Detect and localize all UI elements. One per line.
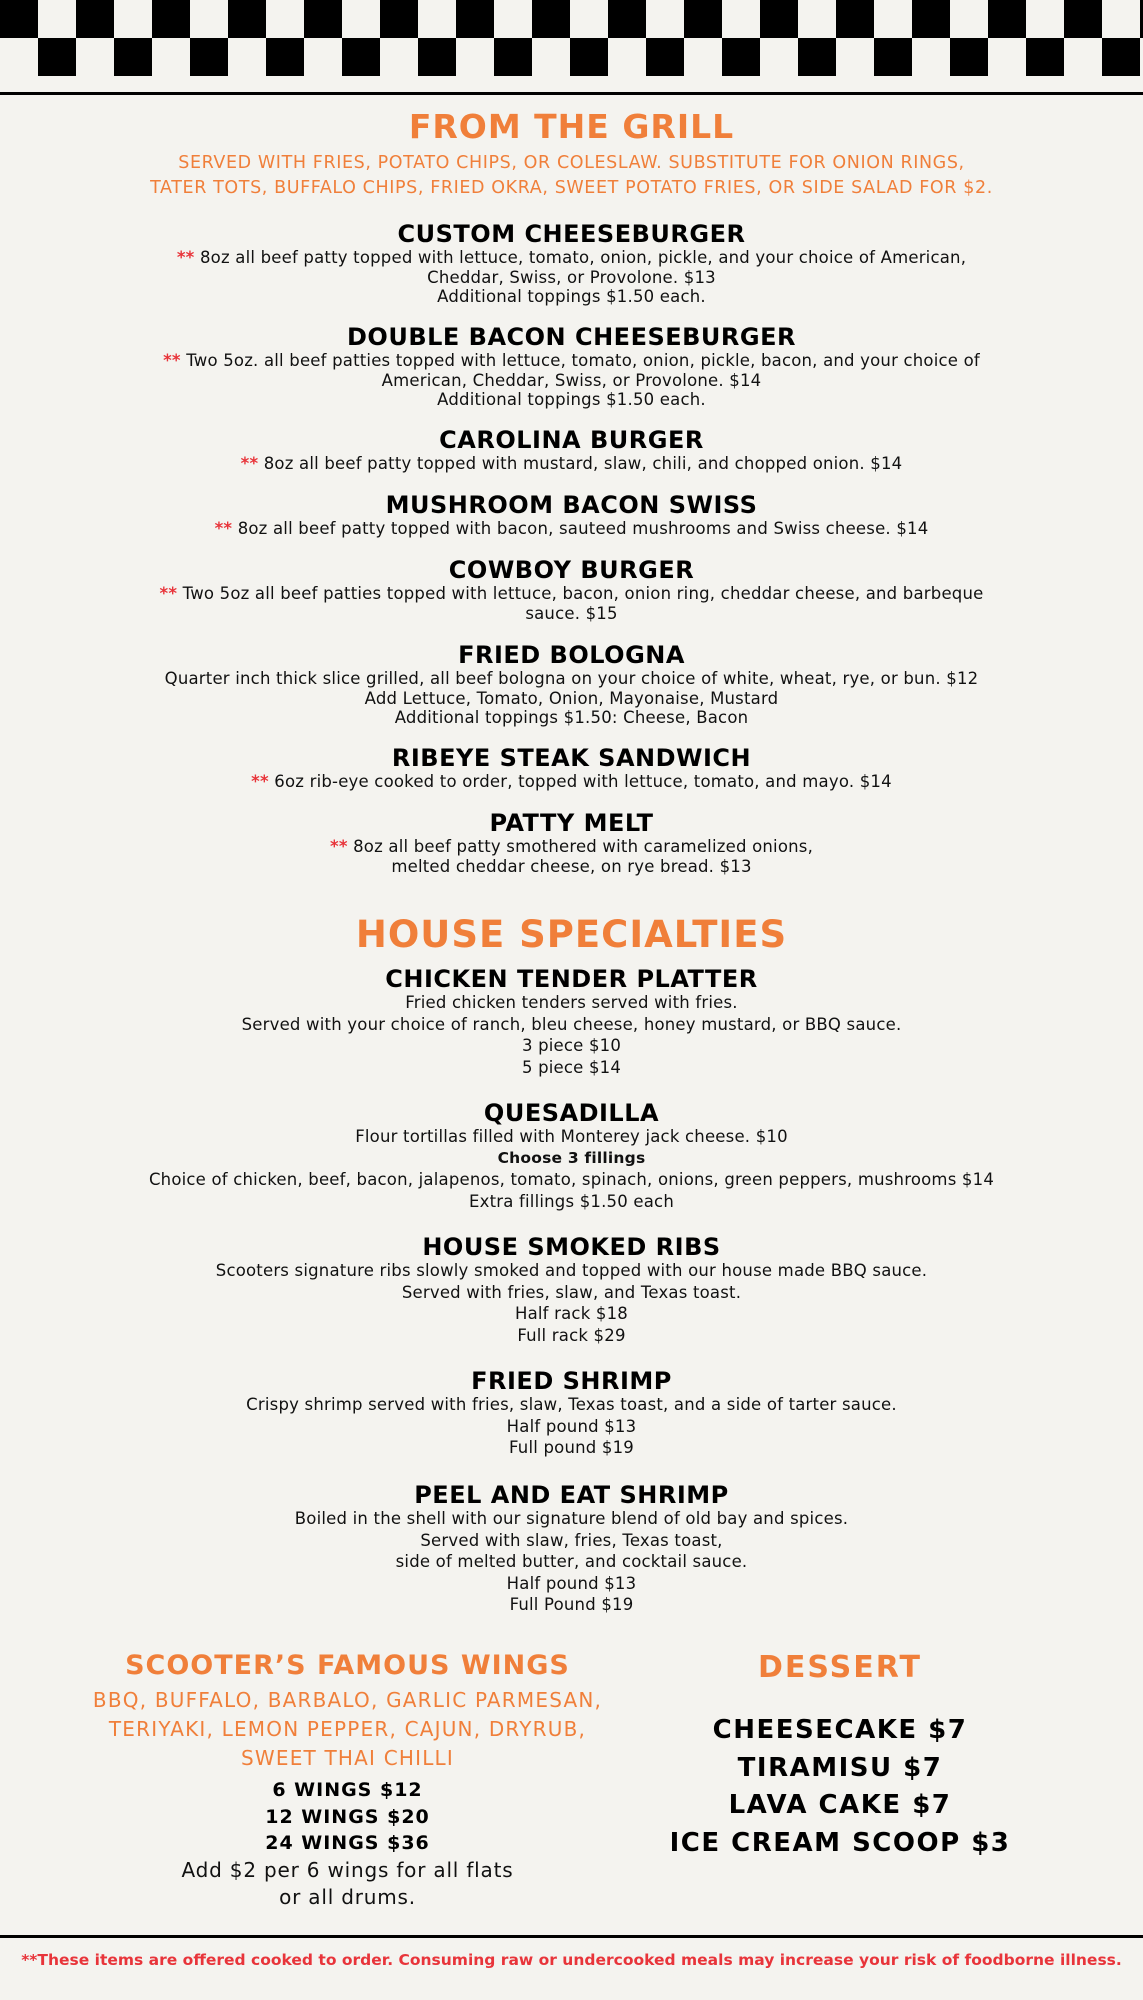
item-price: 3 piece $10 bbox=[521, 1036, 622, 1055]
checkerboard-border bbox=[0, 0, 1143, 76]
item-description: Served with fries, slaw, and Texas toast. bbox=[401, 1282, 742, 1302]
footer-divider bbox=[0, 1935, 1143, 1938]
dessert-section bbox=[640, 1650, 1040, 1862]
wing-price: 6 WINGS $12 bbox=[272, 1779, 423, 1801]
checker-square bbox=[760, 0, 798, 38]
dessert-item: TIRAMISU $7 bbox=[737, 1752, 943, 1783]
checker-square bbox=[836, 0, 874, 38]
checker-square bbox=[722, 0, 760, 38]
checker-square bbox=[380, 38, 418, 76]
checker-square bbox=[266, 0, 304, 38]
checker-square bbox=[494, 0, 532, 38]
cooked-to-order-marker: ** bbox=[163, 351, 181, 370]
item-price: Full pound $19 bbox=[509, 1438, 634, 1457]
checker-square bbox=[152, 0, 190, 38]
item-name: MUSHROOM BACON SWISS bbox=[385, 491, 758, 519]
item-name: FRIED SHRIMP bbox=[471, 1367, 672, 1395]
wings-section bbox=[60, 1650, 635, 1911]
checker-square bbox=[38, 38, 76, 76]
grill-subtitle bbox=[0, 151, 1143, 201]
specialties-section bbox=[0, 913, 1143, 956]
menu-item-quesadilla bbox=[0, 1099, 1143, 1211]
grill-subtitle-line: TATER TOTS, BUFFALO CHIPS, FRIED OKRA, SWEET POTATO FRIES, OR SIDE SALAD FOR $2. bbox=[150, 178, 993, 198]
item-note: Additional toppings $1.50 each. bbox=[437, 390, 706, 409]
cooked-to-order-marker: ** bbox=[251, 772, 269, 791]
item-name: CHICKEN TENDER PLATTER bbox=[385, 965, 758, 993]
section-title-wings: SCOOTER’S FAMOUS WINGS bbox=[125, 1650, 570, 1681]
header-divider bbox=[0, 92, 1143, 95]
checker-square bbox=[418, 38, 456, 76]
cooked-to-order-marker: ** bbox=[240, 454, 259, 473]
cooked-to-order-marker: ** bbox=[159, 584, 178, 603]
checker-square bbox=[342, 0, 380, 38]
item-description: Choice of chicken, beef, bacon, jalapenos, tomato, spinach, onions, green peppers, mushrooms $14 bbox=[148, 1170, 995, 1189]
menu-item-double-bacon-cheeseburger bbox=[0, 323, 1143, 410]
checker-square bbox=[190, 0, 228, 38]
dessert-item: CHEESECAKE $7 bbox=[712, 1715, 968, 1745]
checker-square bbox=[418, 0, 456, 38]
checker-square bbox=[1102, 0, 1140, 38]
item-note: Additional toppings $1.50: Cheese, Bacon bbox=[394, 708, 749, 727]
checker-square bbox=[114, 0, 152, 38]
item-description: Crispy shrimp served with fries, slaw, Texas toast, and a side of tarter sauce. bbox=[246, 1395, 897, 1414]
checker-square bbox=[684, 0, 722, 38]
menu-item-peel-and-eat-shrimp bbox=[0, 1481, 1143, 1615]
menu-item-carolina-burger bbox=[0, 426, 1143, 474]
item-description: ** Two 5oz all beef patties topped with lettuce, bacon, onion ring, cheddar cheese, and barbeque bbox=[159, 584, 984, 603]
item-name: RIBEYE STEAK SANDWICH bbox=[391, 744, 752, 772]
menu-item-ribeye-steak-sandwich bbox=[0, 744, 1143, 792]
item-price: Half rack $18 bbox=[514, 1304, 629, 1323]
item-price: Half pound $13 bbox=[506, 1573, 637, 1593]
section-title-dessert: DESSERT bbox=[758, 1650, 922, 1685]
wing-price: 24 WINGS $36 bbox=[265, 1832, 430, 1854]
checker-square bbox=[380, 0, 418, 38]
dessert-item: ICE CREAM SCOOP $3 bbox=[669, 1827, 1011, 1858]
item-name: COWBOY BURGER bbox=[448, 556, 695, 584]
checker-square bbox=[570, 38, 608, 76]
cooked-to-order-marker: ** bbox=[214, 519, 233, 538]
checker-square bbox=[266, 38, 304, 76]
item-name: DOUBLE BACON CHEESEBURGER bbox=[347, 323, 796, 351]
item-description: ** 8oz all beef patty topped with bacon, sauteed mushrooms and Swiss cheese. $14 bbox=[214, 519, 929, 538]
menu-item-fried-shrimp bbox=[0, 1367, 1143, 1458]
item-note: Additional toppings $1.50 each. bbox=[437, 287, 706, 306]
cooked-to-order-marker: ** bbox=[176, 248, 195, 267]
item-description: American, Cheddar, Swiss, or Provolone. $14 bbox=[381, 370, 762, 390]
item-description: ** 8oz all beef patty topped with lettuce, tomato, onion, pickle, and your choice of American, bbox=[176, 248, 967, 267]
checker-square bbox=[38, 0, 76, 38]
item-description: Served with slaw, fries, Texas toast, bbox=[420, 1530, 723, 1550]
item-description: ** Two 5oz. all beef patties topped with lettuce, tomato, onion, pickle, bacon, and your choice of bbox=[163, 351, 980, 370]
menu-item-custom-cheeseburger bbox=[0, 220, 1143, 307]
checker-square bbox=[0, 0, 38, 38]
checker-square bbox=[190, 38, 228, 76]
item-name: CUSTOM CHEESEBURGER bbox=[397, 220, 746, 248]
item-description: Add Lettuce, Tomato, Onion, Mayonaise, Mustard bbox=[364, 688, 779, 708]
checker-square bbox=[532, 0, 570, 38]
wing-note: Add $2 per 6 wings for all flats bbox=[181, 1857, 514, 1882]
item-description: sauce. $15 bbox=[525, 603, 618, 623]
checker-square bbox=[1064, 38, 1102, 76]
item-name: QUESADILLA bbox=[483, 1099, 660, 1127]
menu-item-fried-bologna bbox=[0, 641, 1143, 728]
checker-square bbox=[988, 38, 1026, 76]
item-description: side of melted butter, and cocktail sauce. bbox=[395, 1552, 748, 1571]
menu-item-house-smoked-ribs bbox=[0, 1233, 1143, 1345]
checker-square bbox=[1026, 38, 1064, 76]
checker-square bbox=[798, 38, 836, 76]
item-subheading: Choose 3 fillings bbox=[497, 1148, 646, 1167]
checker-square bbox=[532, 38, 570, 76]
checker-square bbox=[874, 0, 912, 38]
wing-note: or all drums. bbox=[279, 1884, 416, 1909]
checker-square bbox=[76, 0, 114, 38]
wing-flavors-line: TERIYAKI, LEMON PEPPER, CAJUN, DRYRUB, bbox=[108, 1717, 587, 1741]
cooked-to-order-marker: ** bbox=[329, 837, 348, 856]
checker-square bbox=[836, 38, 874, 76]
menu-item-chicken-tender-platter bbox=[0, 965, 1143, 1077]
food-safety-disclaimer: **These items are offered cooked to order. Consuming raw or undercooked meals may increase your risk of foodborne illness. bbox=[21, 1951, 1122, 1969]
checker-square bbox=[722, 38, 760, 76]
checker-square bbox=[760, 38, 798, 76]
checker-square bbox=[152, 38, 190, 76]
checker-square bbox=[684, 38, 722, 76]
item-name: FRIED BOLOGNA bbox=[458, 641, 685, 669]
item-description: melted cheddar cheese, on rye bread. $13 bbox=[391, 856, 752, 876]
checker-square bbox=[342, 38, 380, 76]
checker-square bbox=[798, 0, 836, 38]
menu-item-patty-melt bbox=[0, 809, 1143, 876]
checker-square bbox=[304, 38, 342, 76]
item-description: Flour tortillas filled with Monterey jack cheese. $10 bbox=[355, 1127, 788, 1146]
checker-square bbox=[646, 0, 684, 38]
item-price: Half pound $13 bbox=[506, 1416, 637, 1436]
item-description: Scooters signature ribs slowly smoked and topped with our house made BBQ sauce. bbox=[215, 1261, 928, 1280]
wing-price: 12 WINGS $20 bbox=[265, 1805, 430, 1828]
wing-flavors-line: SWEET THAI CHILLI bbox=[241, 1746, 454, 1770]
item-name: CAROLINA BURGER bbox=[439, 426, 704, 454]
item-description: Quarter inch thick slice grilled, all beef bologna on your choice of white, wheat, rye, or bun. $12 bbox=[164, 669, 979, 688]
item-price: Full rack $29 bbox=[517, 1325, 626, 1345]
checker-square bbox=[456, 0, 494, 38]
checker-square bbox=[456, 38, 494, 76]
wing-flavors bbox=[60, 1686, 635, 1773]
item-note: Extra fillings $1.50 each bbox=[469, 1191, 674, 1211]
grill-subtitle-line: SERVED WITH FRIES, POTATO CHIPS, OR COLESLAW. SUBSTITUTE FOR ONION RINGS, bbox=[178, 153, 965, 173]
checker-square bbox=[646, 38, 684, 76]
item-name: HOUSE SMOKED RIBS bbox=[422, 1233, 721, 1261]
item-description: ** 8oz all beef patty topped with mustard, slaw, chili, and chopped onion. $14 bbox=[240, 454, 903, 473]
checker-square bbox=[228, 0, 266, 38]
checker-square bbox=[950, 38, 988, 76]
checker-square bbox=[608, 38, 646, 76]
dessert-item: LAVA CAKE $7 bbox=[728, 1790, 952, 1820]
item-price: 5 piece $14 bbox=[521, 1057, 622, 1077]
checker-square bbox=[0, 38, 38, 76]
checker-square bbox=[494, 38, 532, 76]
grill-section bbox=[0, 107, 1143, 201]
item-description: Boiled in the shell with our signature blend of old bay and spices. bbox=[294, 1509, 849, 1528]
item-description: Fried chicken tenders served with fries. bbox=[405, 993, 738, 1012]
menu-item-cowboy-burger bbox=[0, 556, 1143, 623]
item-name: PATTY MELT bbox=[489, 809, 654, 837]
checker-square bbox=[1026, 0, 1064, 38]
checker-square bbox=[608, 0, 646, 38]
checker-square bbox=[228, 38, 266, 76]
menu-item-mushroom-bacon-swiss bbox=[0, 491, 1143, 539]
item-description: ** 6oz rib-eye cooked to order, topped with lettuce, tomato, and mayo. $14 bbox=[251, 772, 892, 791]
item-description: ** 8oz all beef patty smothered with caramelized onions, bbox=[329, 837, 814, 856]
checker-square bbox=[114, 38, 152, 76]
checker-square bbox=[570, 0, 608, 38]
checker-square bbox=[1102, 38, 1140, 76]
checker-square bbox=[874, 38, 912, 76]
wing-flavors-line: BBQ, BUFFALO, BARBALO, GARLIC PARMESAN, bbox=[92, 1688, 603, 1712]
item-price: Full Pound $19 bbox=[509, 1595, 634, 1614]
item-description: Cheddar, Swiss, or Provolone. $13 bbox=[427, 267, 716, 287]
checker-square bbox=[1064, 0, 1102, 38]
checker-square bbox=[76, 38, 114, 76]
section-title-grill: FROM THE GRILL bbox=[408, 107, 735, 146]
checker-square bbox=[912, 0, 950, 38]
item-description: Served with your choice of ranch, bleu cheese, honey mustard, or BBQ sauce. bbox=[241, 1014, 902, 1034]
checker-square bbox=[950, 0, 988, 38]
checker-square bbox=[912, 38, 950, 76]
item-name: PEEL AND EAT SHRIMP bbox=[414, 1481, 729, 1509]
checker-square bbox=[304, 0, 342, 38]
checker-square bbox=[988, 0, 1026, 38]
section-title-specialties: HOUSE SPECIALTIES bbox=[355, 913, 788, 956]
